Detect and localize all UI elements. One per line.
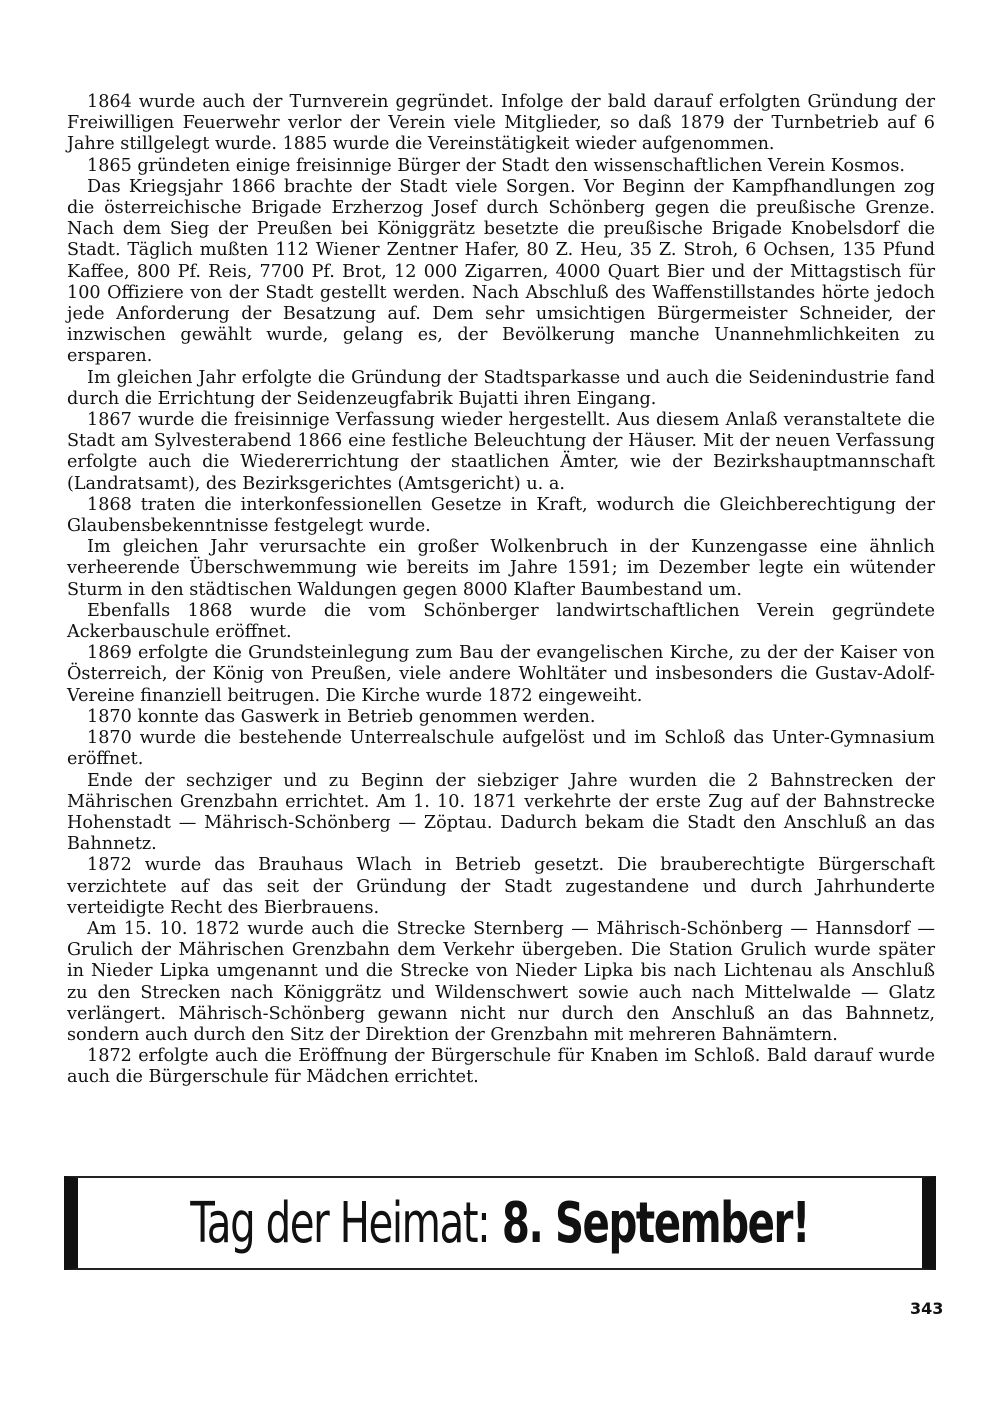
paragraph-wolkenbruch: Im gleichen Jahr verursachte ein großer Wolkenbruch in der Kunzengasse eine ähnlich verheerende Überschwemmung wie bereits im Jahre 1591; im Dezember legte ein wütender Sturm in den städtischen Waldungen gegen 8000 Klafter Baumbestand um. bbox=[67, 537, 935, 600]
paragraph-grenzbahn: Ende der sechziger und zu Beginn der siebziger Jahre wurden die 2 Bahnstrecken der Mährischen Grenzbahn errichtet. Am 1. 10. 1871 verkehrte der erste Zug auf der Bahnstrecke Hohenstadt — Mährisch-Schönberg — Zöptau. Dadurch bekam die Stadt den Anschluß an das Bahnnetz. bbox=[67, 770, 935, 855]
paragraph-brauhaus: 1872 wurde das Brauhaus Wlach in Betrieb gesetzt. Die brauberechtigte Bürgerschaft verzichtete auf das seit der Gründung der Stadt zugestandene und durch Jahrhunderte verteidigte Recht des Bierbrauens. bbox=[67, 855, 935, 918]
paragraph-ackerbauschule: Ebenfalls 1868 wurde die vom Schönberger landwirtschaftlichen Verein gegründete Ackerbauschule eröffnet. bbox=[67, 600, 935, 643]
paragraph-buergerschule: 1872 erfolgte auch die Eröffnung der Bürgerschule für Knaben im Schloß. Bald darauf wurde auch die Bürgerschule für Mädchen errichtet. bbox=[67, 1046, 935, 1088]
tag-der-heimat-banner bbox=[64, 1176, 936, 1270]
paragraph-evangelische-kirche: 1869 erfolgte die Grundsteinlegung zum Bau der evangelischen Kirche, zu der der Kaiser von Österreich, der König von Preußen, viele andere Wohltäter und insbesonders die Gustav-Adolf-Vereine finanziell beitrugen. Die Kirche wurde 1872 eingeweiht. bbox=[67, 643, 935, 706]
banner-label: Tag der Heimat: bbox=[190, 1190, 490, 1256]
paragraph-strecke-sternberg: Am 15. 10. 1872 wurde auch die Strecke Sternberg — Mährisch-Schönberg — Hannsdorf — Grulich der Mährischen Grenzbahn dem Verkehr übergeben. Die Station Grulich wurde später in Nieder Lipka umgenannt und die Strecke von Nieder Lipka bis nach Lichtenau als Anschluß zu den Strecken nach Königgrätz und Wildenschwert sowie auch nach Mittelwalde — Glatz verlängert. Mährisch-Schönberg gewann nicht nur durch den Anschluß an das Bahnnetz, sondern auch durch den Sitz der Direktion der Grenzbahn mit mehreren Bahnämtern. bbox=[67, 918, 935, 1045]
paragraph-stadtsparkasse: Im gleichen Jahr erfolgte die Gründung der Stadtsparkasse und auch die Seidenindustrie fand durch die Errichtung der Seidenzeugfabrik Bujatti ihren Eingang. bbox=[67, 367, 935, 409]
paragraph-gesetze-1868: 1868 traten die interkonfessionellen Gesetze in Kraft, wodurch die Gleichberechtigung der Glaubensbekenntnisse festgelegt wurde. bbox=[67, 494, 935, 537]
paragraph-kosmos: 1865 gründeten einige freisinnige Bürger der Stadt den wissenschaftlichen Verein Kosmos. bbox=[87, 155, 905, 176]
paragraph-verfassung-1867: 1867 wurde die freisinnige Verfassung wieder hergestellt. Aus diesem Anlaß veranstaltete die Stadt am Sylvesterabend 1866 eine festliche Beleuchtung der Häuser. Mit der neuen Verfassung erfolgte auch die Wiedererrichtung der staatlichen Ämter, wie der Bezirkshauptmannschaft (Landratsamt), des Bezirksgerichtes (Amtsgericht) u. a. bbox=[67, 410, 935, 494]
banner-date: 8. September! bbox=[502, 1190, 810, 1256]
page-number: 343 bbox=[910, 1299, 944, 1318]
article-body bbox=[67, 92, 935, 1089]
banner-text bbox=[191, 1191, 810, 1256]
paragraph-gaswerk: 1870 konnte das Gaswerk in Betrieb genommen werden. bbox=[87, 706, 596, 727]
paragraph-unterrealschule: 1870 wurde die bestehende Unterrealschule aufgelöst und im Schloß das Unter-Gymnasium eröffnet. bbox=[67, 728, 935, 770]
paragraph-kriegsjahr-1866: Das Kriegsjahr 1866 brachte der Stadt viele Sorgen. Vor Beginn der Kampfhandlungen zog die österreichische Brigade Erzherzog Josef durch Schönberg gegen die preußische Grenze. Nach dem Sieg der Preußen bei Königgrätz besetzte die preußische Brigade Knobelsdorf die Stadt. Täglich mußten 112 Wiener Zentner Hafer, 80 Z. Heu, 35 Z. Stroh, 6 Ochsen, 135 Pfund Kaffee, 800 Pf. Reis, 7700 Pf. Brot, 12 000 Zigarren, 4000 Quart Bier und der Mittagstisch für 100 Offiziere von der Stadt gestellt werden. Nach Abschluß des Waffenstillstandes hörte jedoch jede Anforderung der Besatzung auf. Dem sehr umsichtigen Bürgermeister Schneider, der inzwischen gewählt wurde, gelang es, der Bevölkerung manche Unannehmlichkeiten zu ersparen. bbox=[67, 176, 935, 367]
paragraph-turnverein: 1864 wurde auch der Turnverein gegründet. Infolge der bald darauf erfolgten Gründung der Freiwilligen Feuerwehr verlor der Verein viele Mitglieder, so daß 1879 der Turnbetrieb auf 6 Jahre stillgelegt wurde. 1885 wurde die Vereinstätigkeit wieder aufgenommen. bbox=[67, 92, 935, 155]
